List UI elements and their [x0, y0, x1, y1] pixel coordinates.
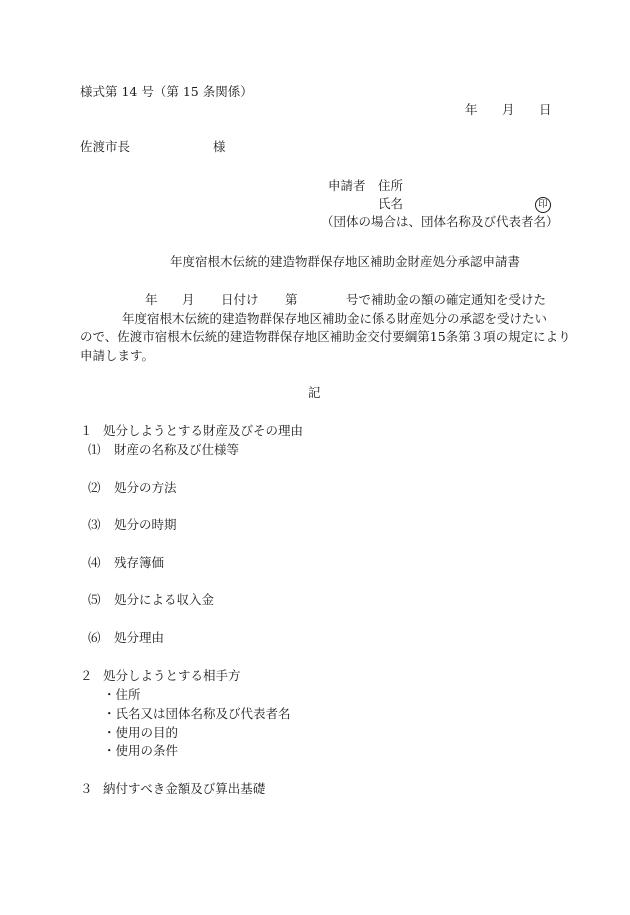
date-year-label: 年 — [465, 102, 478, 117]
applicant-label: 申請者 — [328, 178, 366, 193]
item-1-label: 財産の名称及び仕様等 — [114, 442, 240, 457]
item-6-number: ⑹ — [88, 630, 101, 645]
seal-mark: 印 — [535, 197, 551, 213]
document-title: 年度宿根木伝統的建造物群保存地区補助金財産処分承認申請書 — [170, 254, 521, 269]
section-3-number: ３ — [80, 781, 93, 796]
section-2-number: ２ — [80, 668, 93, 683]
date-month-label: 月 — [502, 102, 515, 117]
addressee-title: 佐渡市長 — [80, 139, 131, 154]
body-dai-label: 第 — [285, 292, 298, 307]
date-day-label: 日 — [539, 102, 552, 117]
body-line2: 年度宿根木伝統的建造物群保存地区補助金に係る財産処分の承認を受けたい — [122, 311, 548, 326]
ki-marker: 記 — [308, 385, 321, 400]
item-1-number: ⑴ — [88, 442, 101, 457]
item-3-label: 処分の時期 — [114, 517, 177, 532]
body-dated-label: 日付け — [221, 292, 259, 307]
addressee-honorific: 様 — [213, 139, 226, 154]
applicant-group-note: （団体の場合は、団体名称及び代表者名） — [321, 214, 559, 229]
section-1-title: 処分しようとする財産及びその理由 — [103, 423, 304, 438]
body-month-label: 月 — [182, 292, 195, 307]
bullet-purpose: ・使用の目的 — [103, 725, 179, 740]
bullet-address: ・住所 — [103, 687, 141, 702]
bullet-name: ・氏名又は団体名称及び代表者名 — [103, 706, 291, 721]
item-6-label: 処分理由 — [114, 630, 165, 645]
body-year-label: 年 — [145, 292, 158, 307]
section-3-title: 納付すべき金額及び算出基礎 — [103, 781, 266, 796]
body-line1-rest: 号で補助金の額の確定通知を受けた — [346, 292, 547, 307]
body-line4: 申請します。 — [80, 348, 155, 363]
body-line3: ので、佐渡市宿根木伝統的建造物群保存地区補助金交付要綱第15条第３項の規定により — [80, 329, 571, 344]
section-2-title: 処分しようとする相手方 — [103, 668, 241, 683]
item-4-label: 残存簿価 — [114, 555, 165, 570]
item-2-number: ⑵ — [88, 480, 101, 495]
applicant-address-label: 住所 — [378, 178, 404, 193]
bullet-conditions: ・使用の条件 — [103, 743, 179, 758]
item-4-number: ⑷ — [88, 555, 101, 570]
form-number: 様式第 14 号（第 15 条関係） — [80, 84, 253, 99]
applicant-name-label: 氏名 — [378, 196, 404, 211]
item-5-label: 処分による収入金 — [114, 592, 215, 607]
item-5-number: ⑸ — [88, 592, 101, 607]
item-2-label: 処分の方法 — [114, 480, 177, 495]
item-3-number: ⑶ — [88, 517, 101, 532]
section-1-number: １ — [80, 423, 93, 438]
